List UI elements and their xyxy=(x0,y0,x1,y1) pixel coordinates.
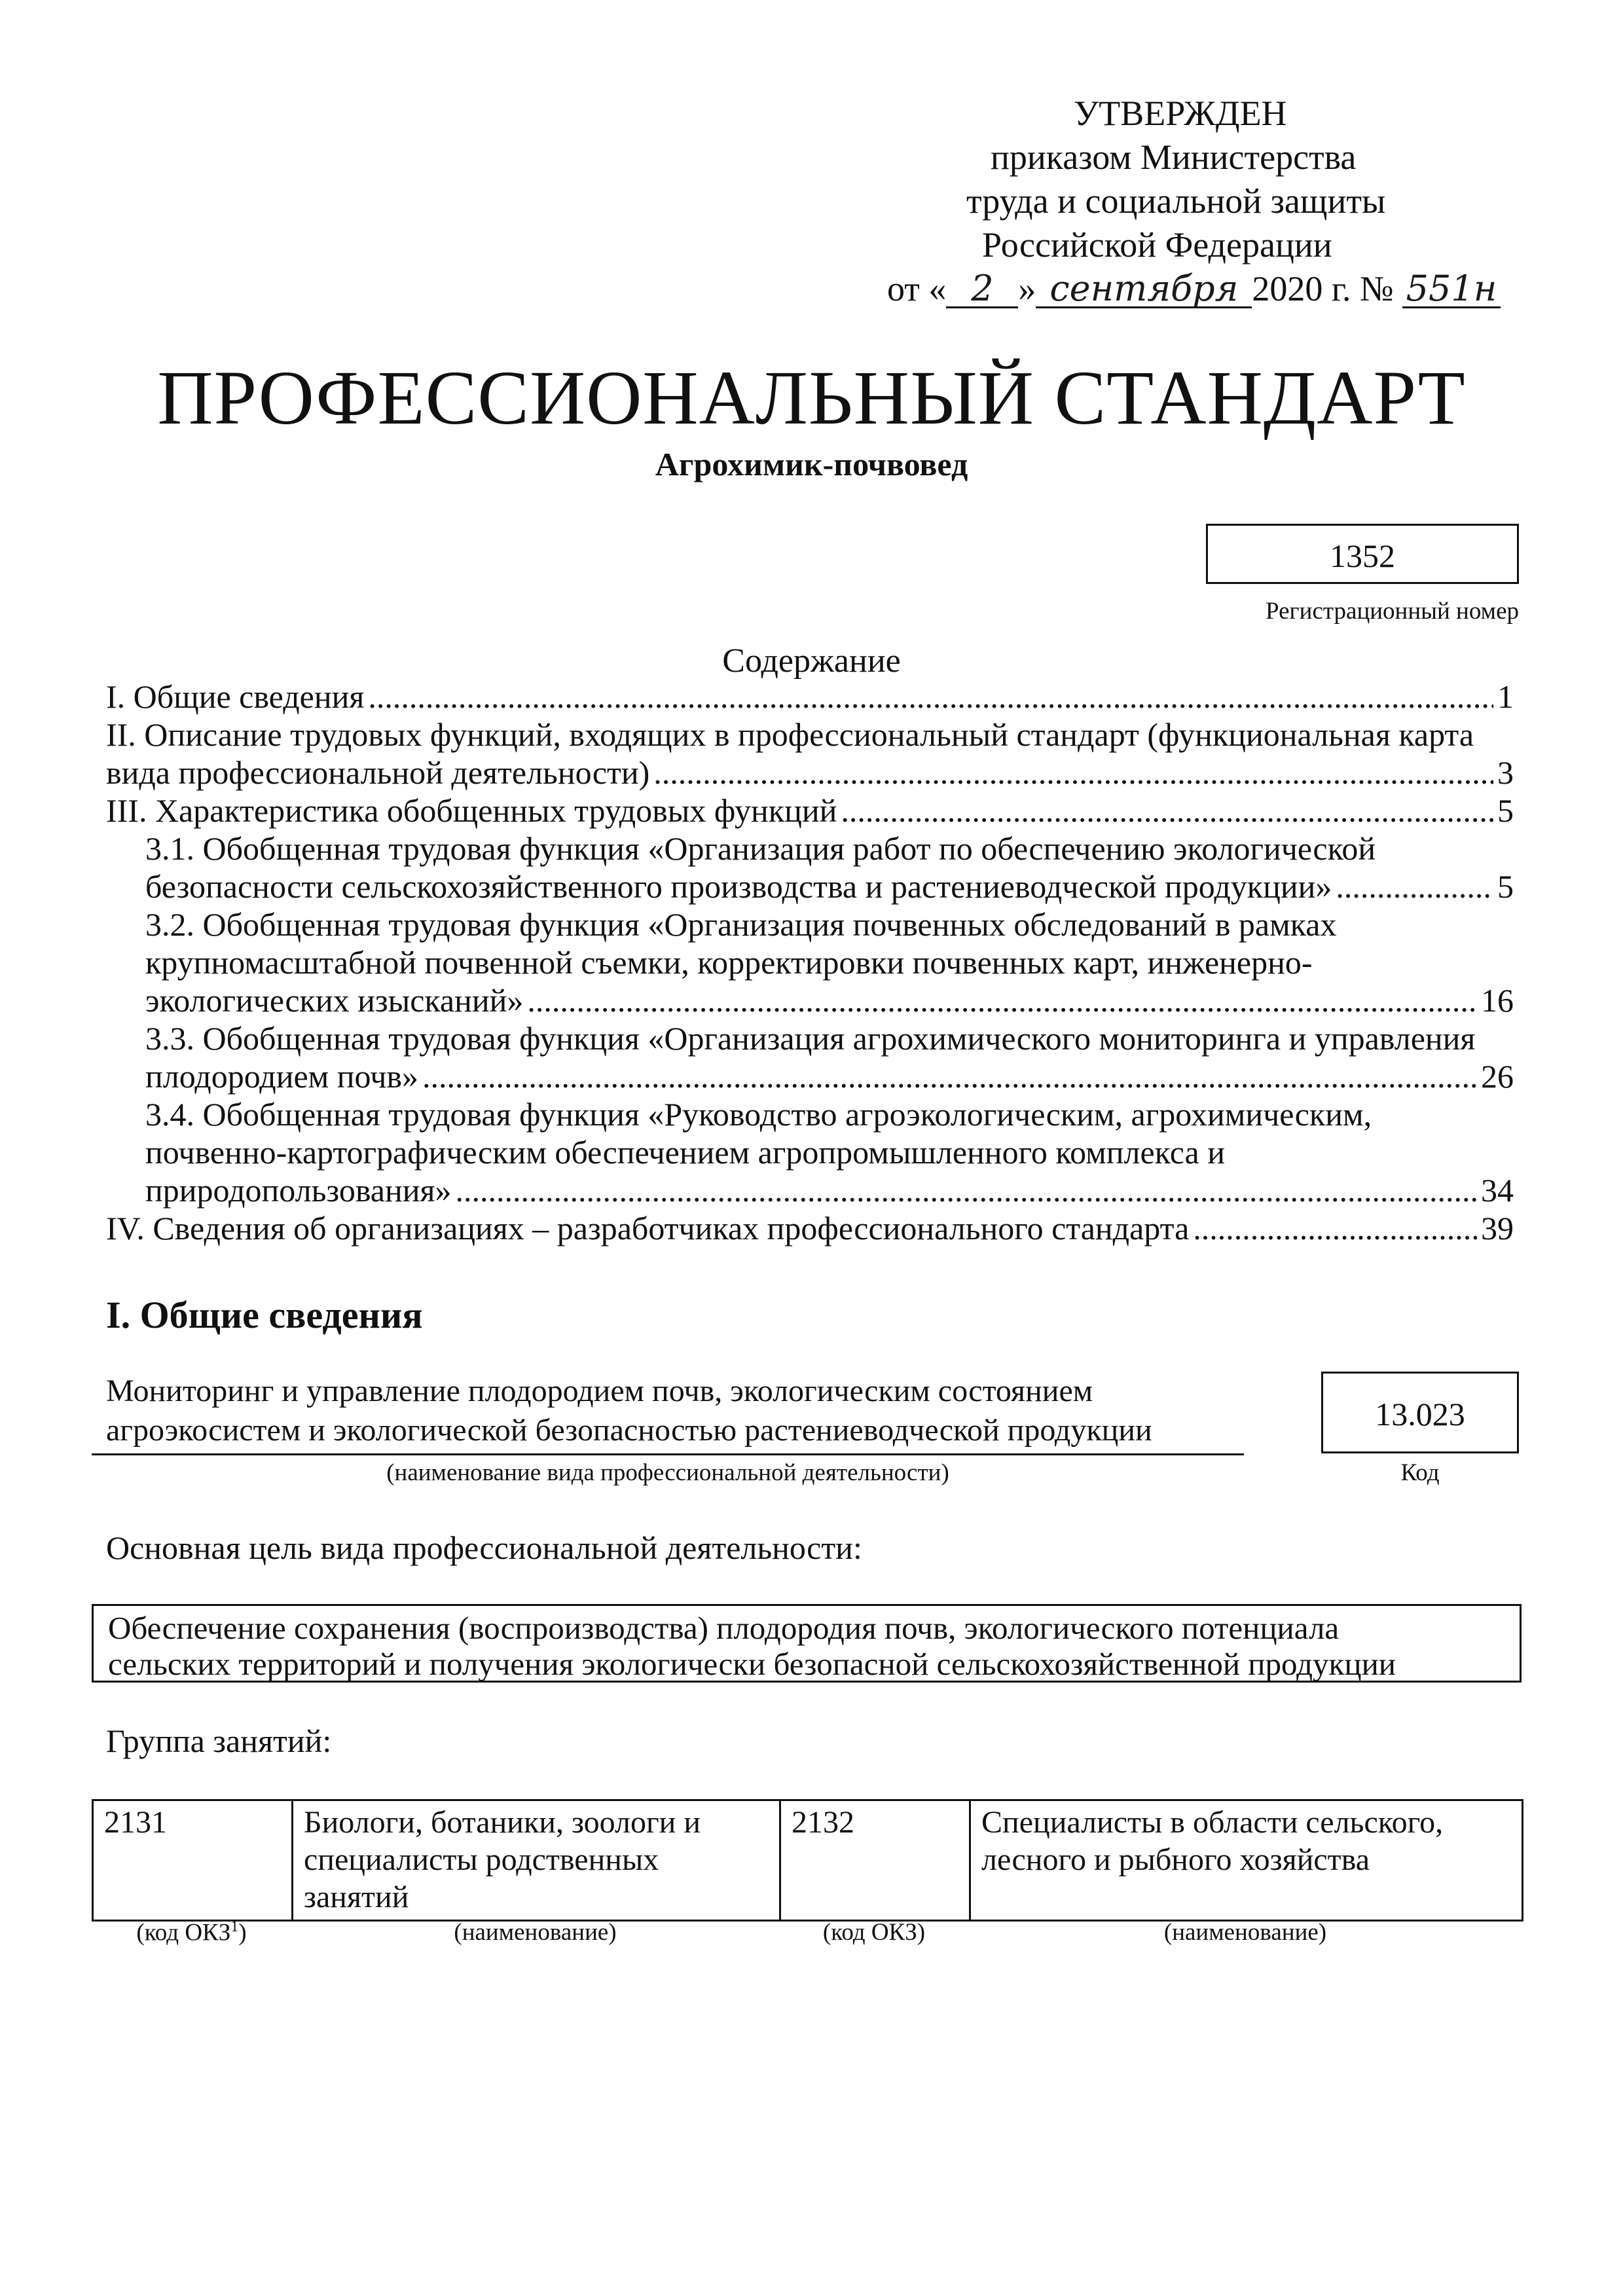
toc-title: Содержание xyxy=(722,642,901,680)
approval-date-line xyxy=(887,267,1501,311)
toc-leader-dots xyxy=(1336,867,1493,905)
goal-line-2: сельских территорий и получения экологически безопасной сельскохозяйственной продукции xyxy=(108,1646,1396,1682)
table-row xyxy=(93,1800,1523,1921)
date-day: 2 xyxy=(946,271,1018,308)
approval-line-3: труда и социальной защиты xyxy=(966,181,1386,221)
approval-line-1: УТВЕРЖДЕН xyxy=(1074,94,1287,133)
toc-leader-dots xyxy=(653,754,1493,792)
occupation-group-label: Группа занятий: xyxy=(106,1722,332,1759)
table-of-contents xyxy=(106,678,1514,1247)
section-heading: I. Общие сведения xyxy=(106,1294,423,1336)
goal-label: Основная цель вида профессиональной деятельности: xyxy=(106,1529,862,1566)
okz-name-caption: (наименование) xyxy=(1163,1919,1327,1946)
goal-line-1: Обеспечение сохранения (воспроизводства) плодородия почв, экологического потенциала xyxy=(108,1610,1340,1646)
activity-type-name xyxy=(106,1372,1232,1450)
toc-page-number: 5 xyxy=(1497,792,1514,829)
activity-type-line-2: агроэкосистем и экологической безопасностью растениеводческой продукции xyxy=(106,1413,1152,1448)
toc-entry[interactable] xyxy=(106,678,1514,716)
toc-entry-text: IV. Сведения об организациях – разработчиках профессионального стандарта xyxy=(106,1210,1190,1247)
toc-entry[interactable] xyxy=(106,792,1514,829)
document-subtitle: Агрохимик-почвовед xyxy=(655,446,968,483)
toc-entry-text: 3.2. Обобщенная трудовая функция «Организация почвенных обследований в рамках xyxy=(145,906,1337,943)
activity-code-caption: Код xyxy=(1400,1459,1440,1486)
toc-entry-text: вида профессиональной деятельности) xyxy=(106,754,650,791)
date-year: 2020 г. № xyxy=(1252,269,1394,308)
toc-entry-text: крупномасштабной почвенной съемки, корректировки почвенных карт, инженерно- xyxy=(145,944,1313,981)
okz-code-cell: 2132 xyxy=(780,1800,970,1921)
activity-type-line-1: Мониторинг и управление плодородием почв, экологическим состоянием xyxy=(106,1374,1093,1408)
toc-page-number: 16 xyxy=(1481,982,1514,1019)
toc-entry-text: экологических изысканий» xyxy=(145,982,524,1019)
toc-leader-dots xyxy=(422,1057,1477,1095)
toc-entry-text: II. Описание трудовых функций, входящих в профессиональный стандарт (функциональная карта xyxy=(106,716,1474,753)
toc-entry-text: почвенно-картографическим обеспечением агропромышленного комплекса и xyxy=(145,1134,1225,1171)
toc-entry-text: I. Общие сведения xyxy=(106,678,365,715)
date-prefix: от « xyxy=(887,269,947,308)
toc-leader-dots xyxy=(368,678,1493,716)
toc-entry[interactable] xyxy=(106,905,1514,1019)
toc-entry[interactable] xyxy=(106,716,1514,792)
toc-page-number: 3 xyxy=(1497,754,1514,791)
approval-line-2: приказом Министерства xyxy=(991,137,1357,177)
toc-entry[interactable] xyxy=(106,1209,1514,1247)
toc-page-number: 1 xyxy=(1497,678,1514,715)
goal-box xyxy=(92,1604,1522,1683)
activity-code-box: 13.023 xyxy=(1321,1372,1519,1453)
toc-page-number: 5 xyxy=(1497,868,1514,905)
toc-entry-text: 3.3. Обобщенная трудовая функция «Организация агрохимического мониторинга и управления xyxy=(145,1020,1476,1057)
activity-type-caption: (наименование вида профессиональной деятельности) xyxy=(386,1459,949,1486)
okz-name-cell: Биологи, ботаники, зоологи и специалисты родственных занятий xyxy=(293,1800,780,1921)
toc-entry[interactable] xyxy=(106,829,1514,905)
toc-entry-text: безопасности сельскохозяйственного производства и растениеводческой продукции» xyxy=(145,868,1332,905)
toc-leader-dots xyxy=(1193,1209,1477,1247)
toc-page-number: 34 xyxy=(1481,1172,1514,1209)
registration-number-caption: Регистрационный номер xyxy=(1265,598,1519,625)
document-title: ПРОФЕССИОНАЛЬНЫЙ СТАНДАРТ xyxy=(157,355,1466,441)
toc-leader-dots xyxy=(455,1171,1477,1209)
toc-entry-text: III. Характеристика обобщенных трудовых функций xyxy=(106,792,837,829)
okz-code-caption: (код ОКЗ) xyxy=(822,1919,926,1946)
toc-entry[interactable] xyxy=(106,1019,1514,1095)
okz-code-cell: 2131 xyxy=(93,1800,293,1921)
toc-leader-dots xyxy=(841,792,1493,829)
toc-leader-dots xyxy=(527,981,1477,1019)
toc-page-number: 26 xyxy=(1481,1058,1514,1095)
approval-line-4: Российской Федерации xyxy=(982,225,1332,264)
toc-entry-text: 3.4. Обобщенная трудовая функция «Руководство агроэкологическим, агрохимическим, xyxy=(145,1096,1372,1133)
toc-entry[interactable] xyxy=(106,1095,1514,1209)
date-month: сентября xyxy=(1036,271,1252,308)
okz-name-cell: Специалисты в области сельского, лесного и рыбного хозяйства xyxy=(970,1800,1523,1921)
okz-code-caption: (код ОКЗ$^1$) xyxy=(136,1918,247,1946)
toc-entry-text: природопользования» xyxy=(145,1172,452,1209)
activity-type-underline xyxy=(92,1453,1244,1455)
okz-name-caption: (наименование) xyxy=(454,1919,617,1946)
toc-entry-text: плодородием почв» xyxy=(145,1058,419,1095)
order-number: 551н xyxy=(1402,271,1501,308)
toc-entry-text: 3.1. Обобщенная трудовая функция «Организация работ по обеспечению экологической xyxy=(145,830,1376,867)
date-mid: » xyxy=(1018,269,1036,308)
occupation-table xyxy=(92,1799,1523,1922)
toc-page-number: 39 xyxy=(1481,1210,1514,1247)
registration-number-box: 1352 xyxy=(1206,524,1519,584)
